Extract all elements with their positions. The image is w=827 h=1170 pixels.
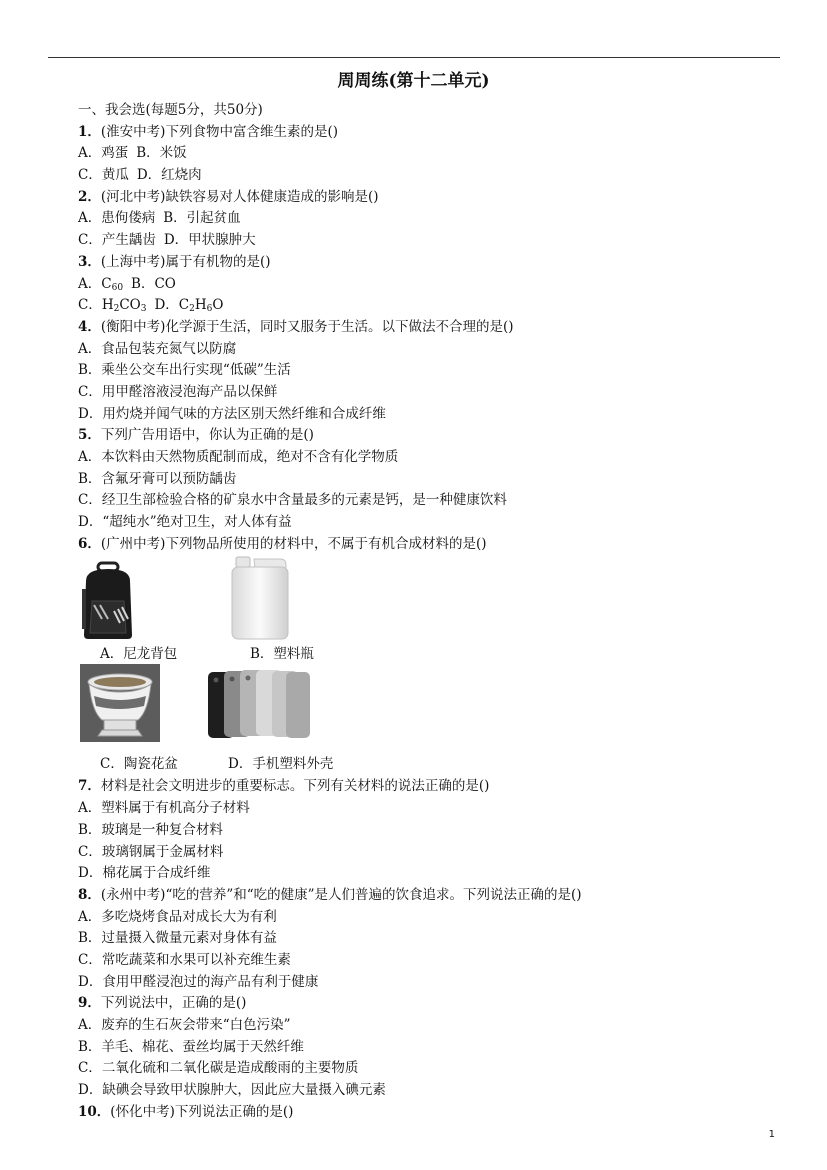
option-c: C．产生龋齿 xyxy=(78,232,156,249)
question-7-stem xyxy=(78,776,778,798)
question-number: 1． xyxy=(78,123,101,140)
option-a: A．塑料属于有机高分子材料 xyxy=(78,800,250,817)
question-number: 4． xyxy=(78,318,101,335)
option-d: D．$C_2H_6O$ xyxy=(154,297,224,315)
option-a: A．患佝偻病 xyxy=(78,210,156,227)
option-a: A．多吃烧烤食品对成长大为有利 xyxy=(78,908,277,925)
question-text: (淮安中考)下列食物中富含维生素的是() xyxy=(100,123,338,140)
question-number: 9． xyxy=(78,995,101,1012)
option-b-caption: B．塑料瓶 xyxy=(250,646,314,663)
option-c: C．常吃蔬菜和水果可以补充维生素 xyxy=(78,951,291,968)
header-rule xyxy=(48,57,780,58)
option-d: D．食用甲醛浸泡过的海产品有利于健康 xyxy=(78,973,319,990)
option-d: D．“超纯水”绝对卫生，对人体有益 xyxy=(78,514,292,531)
question-text: (衡阳中考)化学源于生活，同时又服务于生活。以下做法不合理的是() xyxy=(100,318,514,335)
question-text: (上海中考)属于有机物的是() xyxy=(100,253,271,270)
option-c: C．用甲醛溶液浸泡海产品以保鲜 xyxy=(78,383,278,400)
option-a: A．鸡蛋 xyxy=(78,145,129,162)
question-8-stem xyxy=(78,885,778,907)
section-heading: 一、我会选(每题5分，共50分) xyxy=(78,102,263,118)
question-number: 8． xyxy=(78,886,101,903)
question-4-stem xyxy=(78,317,778,339)
question-number: 5． xyxy=(78,427,101,444)
question-5-stem xyxy=(78,425,778,447)
option-d: D．缺碘会导致甲状腺肿大，因此应大量摄入碘元素 xyxy=(78,1082,386,1099)
question-number: 7． xyxy=(78,778,101,795)
question-2-options-ab xyxy=(78,208,778,230)
option-d-caption: D．手机塑料外壳 xyxy=(228,756,334,773)
option-a: A．食品包装充氮气以防腐 xyxy=(78,340,237,357)
question-1-stem xyxy=(78,122,778,144)
question-text: (怀化中考)下列说法正确的是() xyxy=(110,1103,294,1120)
option-b: B．过量摄入微量元素对身体有益 xyxy=(78,930,277,947)
question-6-stem xyxy=(78,534,778,556)
option-a: A．$C_{60}$ xyxy=(78,275,124,293)
option-d: D．棉花属于合成纤维 xyxy=(78,865,211,882)
option-b: B．CO xyxy=(131,275,176,292)
option-d: D．用灼烧并闻气味的方法区别天然纤维和合成纤维 xyxy=(78,405,386,422)
question-text: (广州中考)下列物品所使用的材料中，不属于有机合成材料的是() xyxy=(100,535,487,552)
option-c: C．玻璃钢属于金属材料 xyxy=(78,843,224,860)
phone-plastic-case-image xyxy=(206,668,312,740)
plastic-bottle-image xyxy=(228,555,292,641)
question-1-options-cd xyxy=(78,165,778,187)
option-c-caption: C．陶瓷花盆 xyxy=(100,756,178,773)
question-list xyxy=(78,100,778,1123)
question-10-stem xyxy=(78,1102,778,1124)
option-d: D．甲状腺肿大 xyxy=(163,232,256,249)
page-title: 周周练(第十二单元) xyxy=(337,71,490,91)
option-c: C．黄瓜 xyxy=(78,167,129,184)
question-2-options-cd xyxy=(78,230,778,252)
option-a: A．废弃的生石灰会带来“白色污染” xyxy=(78,1017,291,1033)
ceramic-flowerpot-image xyxy=(80,664,160,742)
question-9-stem xyxy=(78,993,778,1015)
option-b: B．乘坐公交车出行实现“低碳”生活 xyxy=(78,362,291,379)
option-a-caption: A．尼龙背包 xyxy=(100,646,178,663)
option-b: B．玻璃是一种复合材料 xyxy=(78,821,223,838)
nylon-backpack-image xyxy=(78,561,138,641)
question-text: 下列说法中，正确的是() xyxy=(100,995,247,1012)
option-b: B．羊毛、棉花、蚕丝均属于天然纤维 xyxy=(78,1038,304,1055)
question-6-images-row-1 xyxy=(78,555,778,664)
question-number: 10． xyxy=(78,1103,111,1120)
option-a: A．本饮料由天然物质配制而成，绝对不含有化学物质 xyxy=(78,449,399,465)
question-3-options-ab xyxy=(78,274,778,296)
question-number: 2． xyxy=(78,188,101,205)
question-text: (永州中考)“吃的营养”和“吃的健康”是人们普遍的饮食追求。下列说法正确的是() xyxy=(100,886,582,903)
question-3-options-cd xyxy=(78,295,778,317)
option-b: B．引起贫血 xyxy=(163,210,241,227)
question-text: (河北中考)缺铁容易对人体健康造成的影响是() xyxy=(100,188,379,205)
option-d: D．红烧肉 xyxy=(136,167,202,184)
question-6-images-row-2 xyxy=(78,664,778,776)
option-b: B．含氟牙膏可以预防龋齿 xyxy=(78,470,237,487)
question-text: 下列广告用语中，你认为正确的是() xyxy=(100,427,314,444)
question-3-stem xyxy=(78,252,778,274)
question-number: 3． xyxy=(78,253,101,270)
option-c: C．二氧化硫和二氧化碳是造成酸雨的主要物质 xyxy=(78,1060,359,1077)
question-number: 6． xyxy=(78,535,101,552)
option-c: C．$H_2CO_3$ xyxy=(78,297,147,315)
question-2-stem xyxy=(78,187,778,209)
question-text: 材料是社会文明进步的重要标志。下列有关材料的说法正确的是() xyxy=(100,778,490,795)
page-number: 1 xyxy=(768,1129,775,1140)
question-1-options-ab xyxy=(78,143,778,165)
option-b: B．米饭 xyxy=(136,145,187,162)
option-c: C．经卫生部检验合格的矿泉水中含量最多的元素是钙，是一种健康饮料 xyxy=(78,492,507,509)
